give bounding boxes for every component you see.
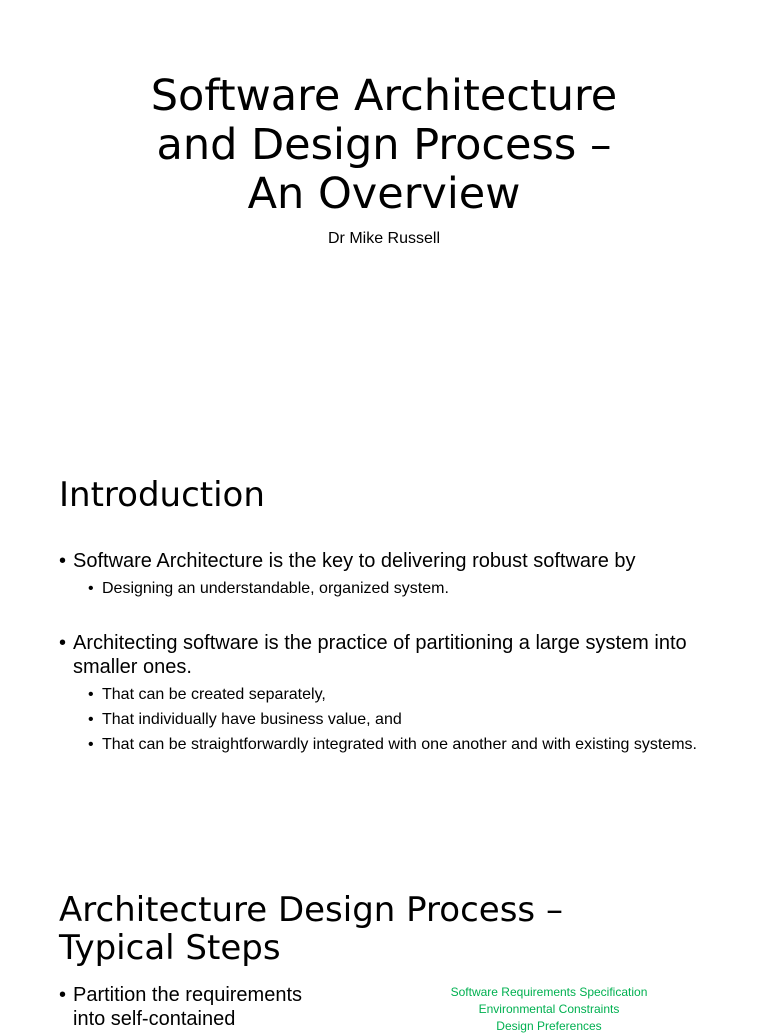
author-name: Dr Mike Russell — [327, 230, 440, 247]
design-process-slide — [0, 860, 768, 1033]
sub-bullet-list — [73, 578, 719, 600]
design-process-heading — [59, 891, 563, 967]
heading-line-1: Architecture Design Process – — [59, 890, 563, 930]
introduction-heading: Introduction — [59, 475, 265, 515]
title-line-2: and Design Process – — [156, 120, 612, 170]
bullet-text: • Partition the requirements into self-contained — [73, 984, 303, 1030]
heading-line-2: Typical Steps — [59, 928, 281, 968]
diagram-label: Software Requirements Specification — [450, 985, 648, 999]
presentation-title — [0, 72, 768, 219]
title-line-3: An Overview — [247, 169, 521, 219]
sub-bullet-item: • That can be created separately, — [59, 684, 719, 706]
bullet-text: • Architecting software is the practice of partitioning a large system into smaller ones. — [73, 632, 687, 678]
title-slide — [0, 0, 768, 430]
sub-bullet-item: • Designing an understandable, organized system. — [59, 578, 719, 600]
sub-bullet-item: • That can be straightforwardly integrated with one another and with existing systems. — [59, 734, 719, 756]
bullet-item — [59, 549, 719, 600]
bullet-text: • Software Architecture is the key to delivering robust software by — [73, 550, 636, 572]
title-line-1: Software Architecture — [150, 71, 618, 121]
diagram-label: Environmental Constraints — [478, 1002, 620, 1016]
intro-bullet-list-2 — [59, 631, 719, 756]
introduction-slide — [0, 430, 768, 860]
sub-bullet-item: • That individually have business value, and — [59, 709, 719, 731]
diagram-label: Design Preferences — [496, 1019, 602, 1033]
bullet-item — [59, 631, 719, 756]
intro-bullet-list-1 — [59, 549, 719, 600]
requirements-diagram-labels — [420, 984, 678, 1035]
sub-bullet-list — [73, 684, 719, 756]
